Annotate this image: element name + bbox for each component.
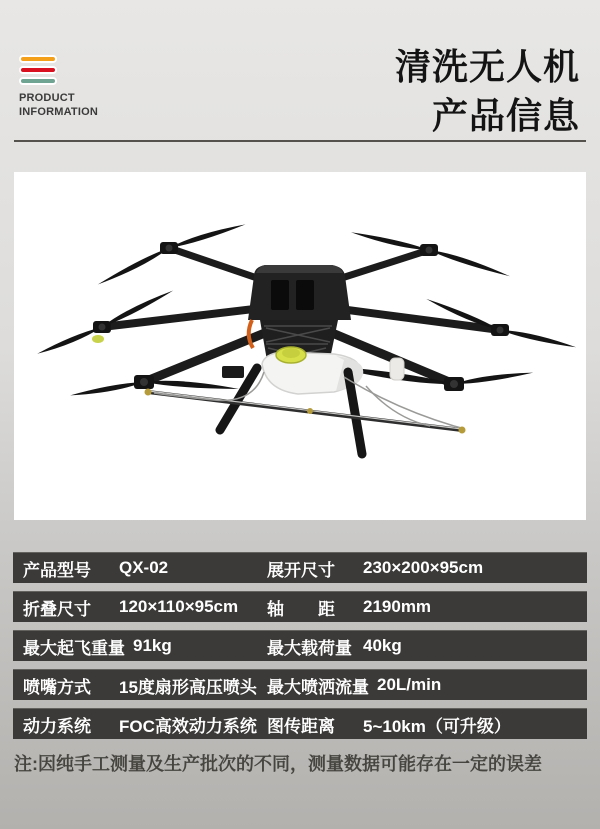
logo-bar-orange-icon [19,55,57,63]
measurement-disclaimer: 注:因纯手工测量及生产批次的不同，测量数据可能存在一定的误差 [14,754,542,774]
spec-label: 轴 距 [267,599,335,619]
spec-cell-left [23,673,267,698]
spec-value: 91kg [133,636,172,655]
spec-label: 动力系统 [23,716,91,736]
page-title [395,42,580,140]
spec-value: 15度扇形高压喷头 [119,677,257,697]
spec-row [13,591,587,622]
spec-cell-left [23,634,267,659]
spec-value: FOC高效动力系统 [119,716,257,736]
spec-cell-right [267,634,577,659]
spec-cell-right [267,673,577,698]
spec-value: 20L/min [377,675,442,694]
spec-value: 2190mm [363,597,432,616]
spec-cell-left [23,556,267,581]
product-image-box [14,172,586,520]
spec-cell-left [23,595,267,620]
spec-label: 最大起飞重量 [23,638,125,658]
spec-cell-right [267,595,577,620]
logo-bar-teal-icon [19,77,57,85]
spec-value: 230×200×95cm [363,558,484,577]
logo-caption-line1: PRODUCT [19,92,75,104]
specs-table [13,552,587,747]
spec-label: 喷嘴方式 [23,677,91,697]
spec-value: 5~10km（可升级） [363,716,511,736]
spec-cell-left [23,712,267,737]
page-title-line2: 产品信息 [431,95,580,136]
spec-label: 产品型号 [23,560,91,580]
page-title-line1: 清洗无人机 [394,46,580,87]
spec-row [13,630,587,661]
header-divider [14,140,586,142]
spec-row [13,552,587,583]
logo-caption-line2: INFORMATION [19,106,98,118]
spec-row [13,669,587,700]
drone-image [14,172,586,520]
spec-label: 图传距离 [267,716,335,736]
spec-value: 40kg [363,636,402,655]
spec-cell-right [267,556,577,581]
spec-cell-right [267,712,577,737]
spec-label: 折叠尺寸 [23,599,91,619]
spec-value: QX-02 [119,558,169,577]
spec-label: 最大载荷量 [267,638,352,658]
spec-row [13,708,587,739]
spec-label: 展开尺寸 [267,560,335,580]
spec-label: 最大喷洒流量 [267,677,369,697]
brand-logo [19,55,98,119]
spec-value: 120×110×95cm [119,597,239,616]
logo-bar-red-icon [19,66,57,74]
logo-caption [19,91,98,119]
